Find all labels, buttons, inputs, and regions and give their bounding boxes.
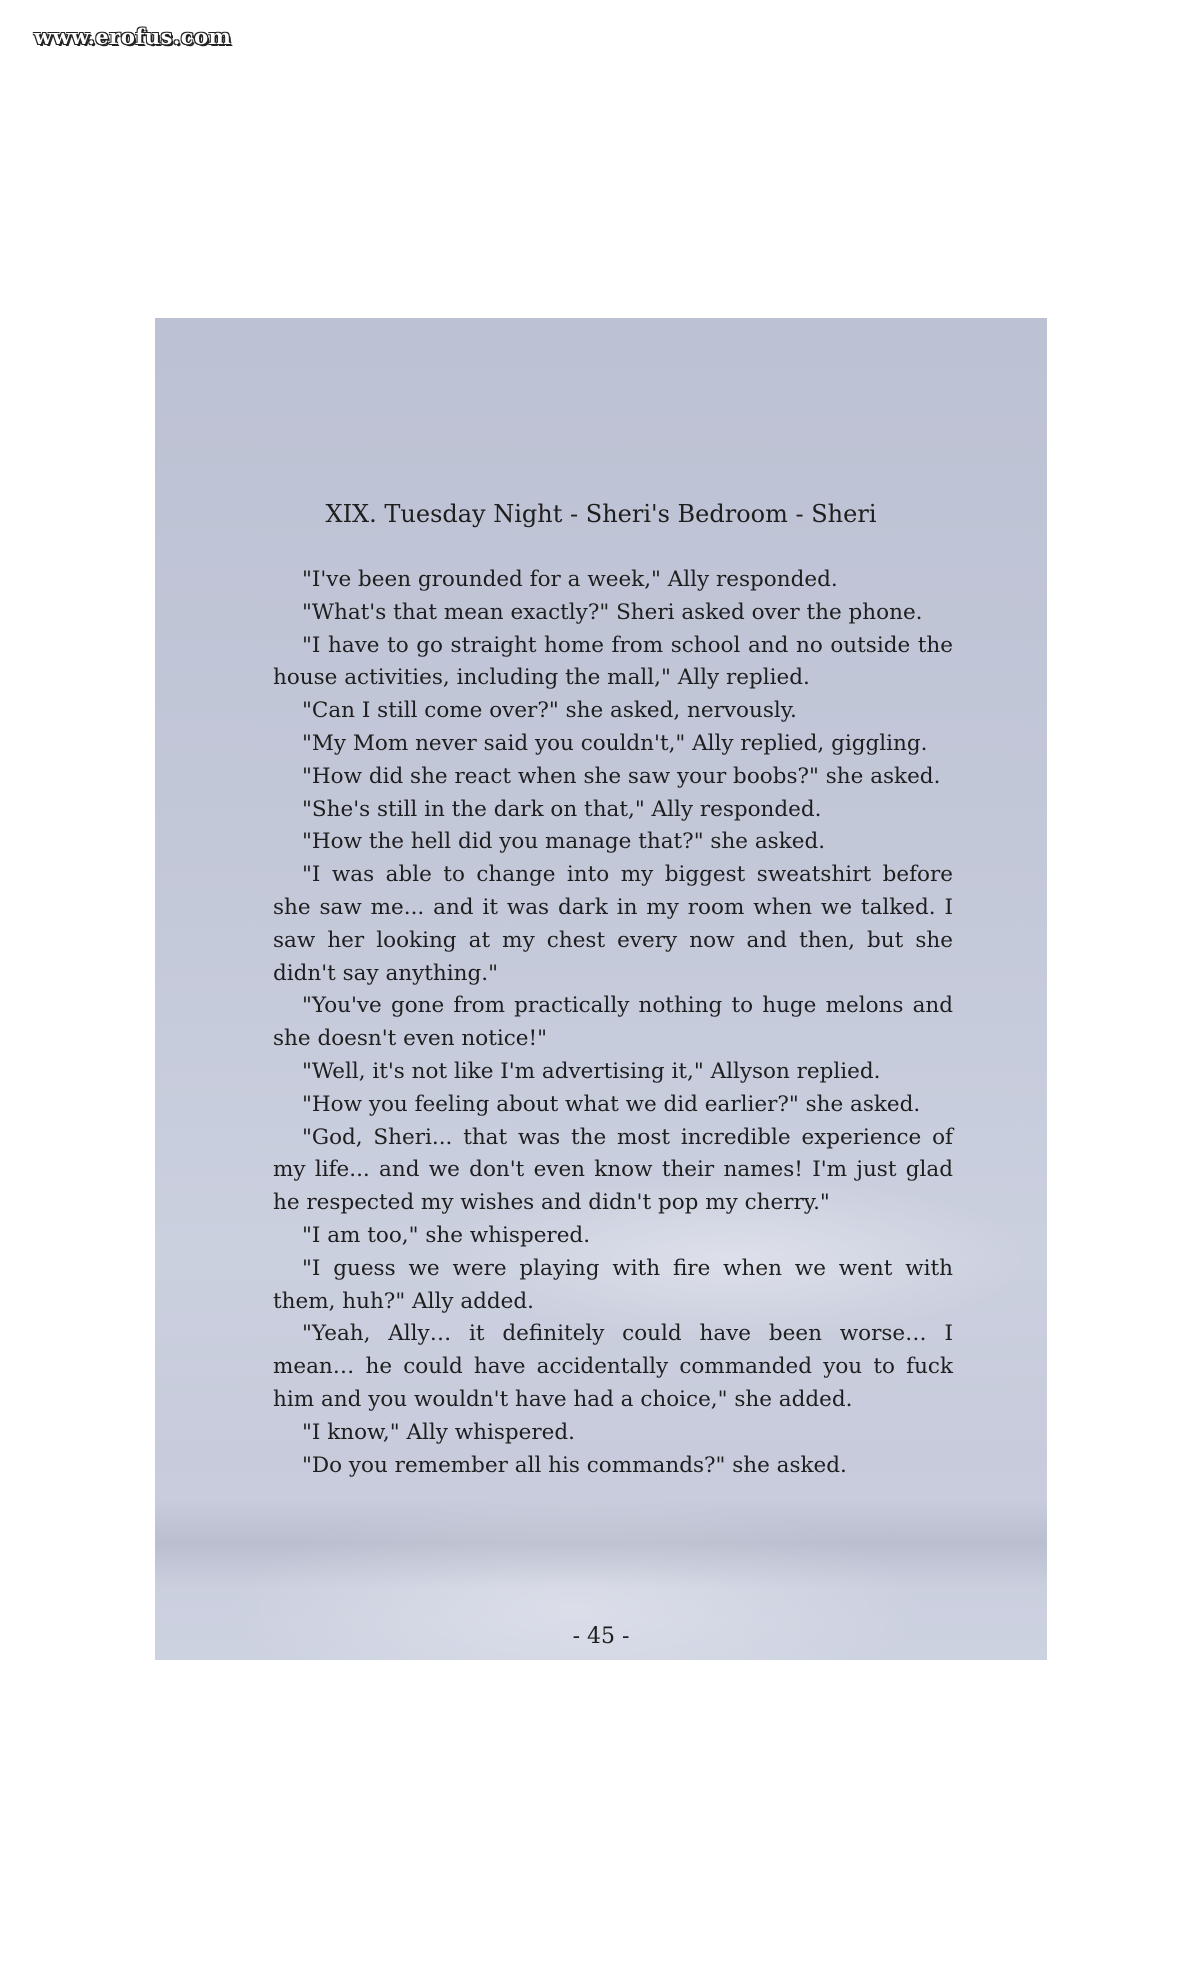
- paragraph: "Well, it's not like I'm advertising it," Allyson replied.: [302, 1058, 881, 1084]
- paragraph: "I guess we were playing with fire when we went with them, huh?" Ally added.: [273, 1255, 953, 1314]
- paragraph: "I have to go straight home from school and no outside the house activities, including the mall," Ally replied.: [273, 632, 953, 691]
- paragraph: "Do you remember all his commands?" she asked.: [302, 1452, 847, 1478]
- paragraph: "She's still in the dark on that," Ally responded.: [302, 796, 822, 822]
- paragraph: "How the hell did you manage that?" she asked.: [302, 829, 826, 855]
- paragraph: "God, Sheri... that was the most incredible experience of my life... and we don't even know their names! I'm just glad he respected my wishes and didn't pop my cherry.": [273, 1124, 953, 1216]
- paragraph: "How you feeling about what we did earlier?" she asked.: [302, 1091, 921, 1117]
- book-page: [155, 318, 1047, 1660]
- paragraph: "Can I still come over?" she asked, nervously.: [302, 698, 797, 724]
- story-text: [273, 564, 953, 1482]
- page-number: - 45 -: [572, 1624, 630, 1649]
- paragraph: "How did she react when she saw your boobs?" she asked.: [302, 763, 941, 789]
- paragraph: "I was able to change into my biggest sweatshirt before she saw me... and it was dark in my room when we talked. I saw her looking at my chest every now and then, but she didn't say anything.": [273, 862, 953, 986]
- chapter-title: XIX. Tuesday Night - Sheri's Bedroom - Sheri: [325, 500, 877, 528]
- site-watermark: www.erofus.com: [34, 24, 232, 49]
- paragraph: "I've been grounded for a week," Ally responded.: [302, 567, 838, 592]
- paragraph: "What's that mean exactly?" Sheri asked over the phone.: [302, 599, 923, 625]
- paragraph: "My Mom never said you couldn't," Ally replied, giggling.: [302, 730, 928, 756]
- paragraph: "Yeah, Ally… it definitely could have been worse… I mean… he could have accidentally commanded you to fuck him and you wouldn't have had a choice," she added.: [273, 1321, 953, 1412]
- page-background-shading: [155, 1498, 1047, 1588]
- paragraph: "I know," Ally whispered.: [302, 1419, 575, 1445]
- paragraph: "You've gone from practically nothing to huge melons and she doesn't even notice!": [273, 993, 953, 1052]
- paragraph: "I am too," she whispered.: [302, 1222, 591, 1248]
